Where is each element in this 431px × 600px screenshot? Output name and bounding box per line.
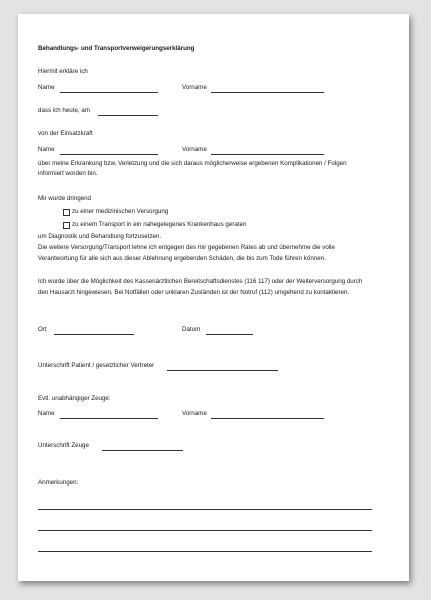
- signature-witness-label: Unterschrift Zeuge: [38, 442, 89, 449]
- option-1-label: zu einer medizinischen Versorgung: [72, 208, 169, 215]
- date-sentence: dass ich heute, am: [38, 107, 90, 114]
- info-line-1: über meine Erkrankung bzw. Verletzung und die sich daraus möglicherweise ergebenen Komplikationen / Folgen: [38, 160, 347, 167]
- signature-patient-label: Unterschrift Patient / gesetzlicher Vertreter: [38, 362, 155, 369]
- patient-vorname-label: Vorname: [182, 84, 207, 91]
- witness-name-field[interactable]: [60, 418, 158, 419]
- witness-label: Evtl. unabhängiger Zeuge:: [38, 395, 111, 402]
- refusal-line-2: Verantwortung für alle sich aus dieser Ablehnung ergebenden Schäden, die bis zum Tode führen können.: [38, 255, 326, 262]
- patient-name-field[interactable]: [60, 92, 158, 93]
- hint-line-2: den Hausarzt hingewiesen. Bei Notfällen oder unklaren Zuständen ist der Notruf (112) umgehend zu kontaktieren.: [38, 289, 350, 296]
- remarks-line[interactable]: [38, 530, 372, 531]
- remarks-line[interactable]: [38, 509, 372, 510]
- remarks-line[interactable]: [38, 551, 372, 552]
- rescuer-name-label: Name: [38, 146, 55, 153]
- signature-patient-field[interactable]: [167, 370, 278, 371]
- rescue-label: von der Einsatzkraft: [38, 130, 93, 137]
- witness-name-label: Name: [38, 410, 55, 417]
- remarks-label: Anmerkungen:: [38, 479, 79, 486]
- datum-field[interactable]: [206, 334, 253, 335]
- option-2-checkbox[interactable]: [63, 222, 70, 229]
- rescuer-vorname-label: Vorname: [182, 146, 207, 153]
- continue-line: um Diagnostik und Behandlung fortzusetzen.: [38, 233, 162, 240]
- ort-field[interactable]: [54, 334, 134, 335]
- date-field[interactable]: [98, 115, 158, 116]
- patient-name-label: Name: [38, 84, 55, 91]
- signature-witness-field[interactable]: [102, 450, 183, 451]
- form-title: Behandlungs- und Transportverweigerungserklärung: [38, 45, 195, 52]
- option-1-checkbox[interactable]: [63, 209, 70, 216]
- witness-vorname-label: Vorname: [182, 410, 207, 417]
- ort-label: Ort: [38, 326, 47, 333]
- urgent-label: Mir wurde dringend: [38, 195, 91, 202]
- witness-vorname-field[interactable]: [211, 418, 324, 419]
- hint-line-1: Ich wurde über die Möglichkeit des Kassenärztlichen Bereitschaftsdienstes (116 117) oder der Weiterversorgung durch: [38, 278, 363, 285]
- patient-vorname-field[interactable]: [211, 92, 324, 93]
- datum-label: Datum: [182, 326, 201, 333]
- rescuer-vorname-field[interactable]: [211, 154, 324, 155]
- form-sheet: [18, 14, 409, 581]
- refusal-line-1: Die weitere Versorgung/Transport lehne ich entgegen des mir gegebenen Rates ab und übernehme die volle: [38, 244, 335, 251]
- intro-text: Hiermit erkläre ich: [38, 68, 88, 75]
- info-line-2: informiert worden bin.: [38, 170, 98, 177]
- option-2-label: zu einem Transport in ein nahegelegenes Krankenhaus geraten: [72, 221, 247, 228]
- rescuer-name-field[interactable]: [60, 154, 158, 155]
